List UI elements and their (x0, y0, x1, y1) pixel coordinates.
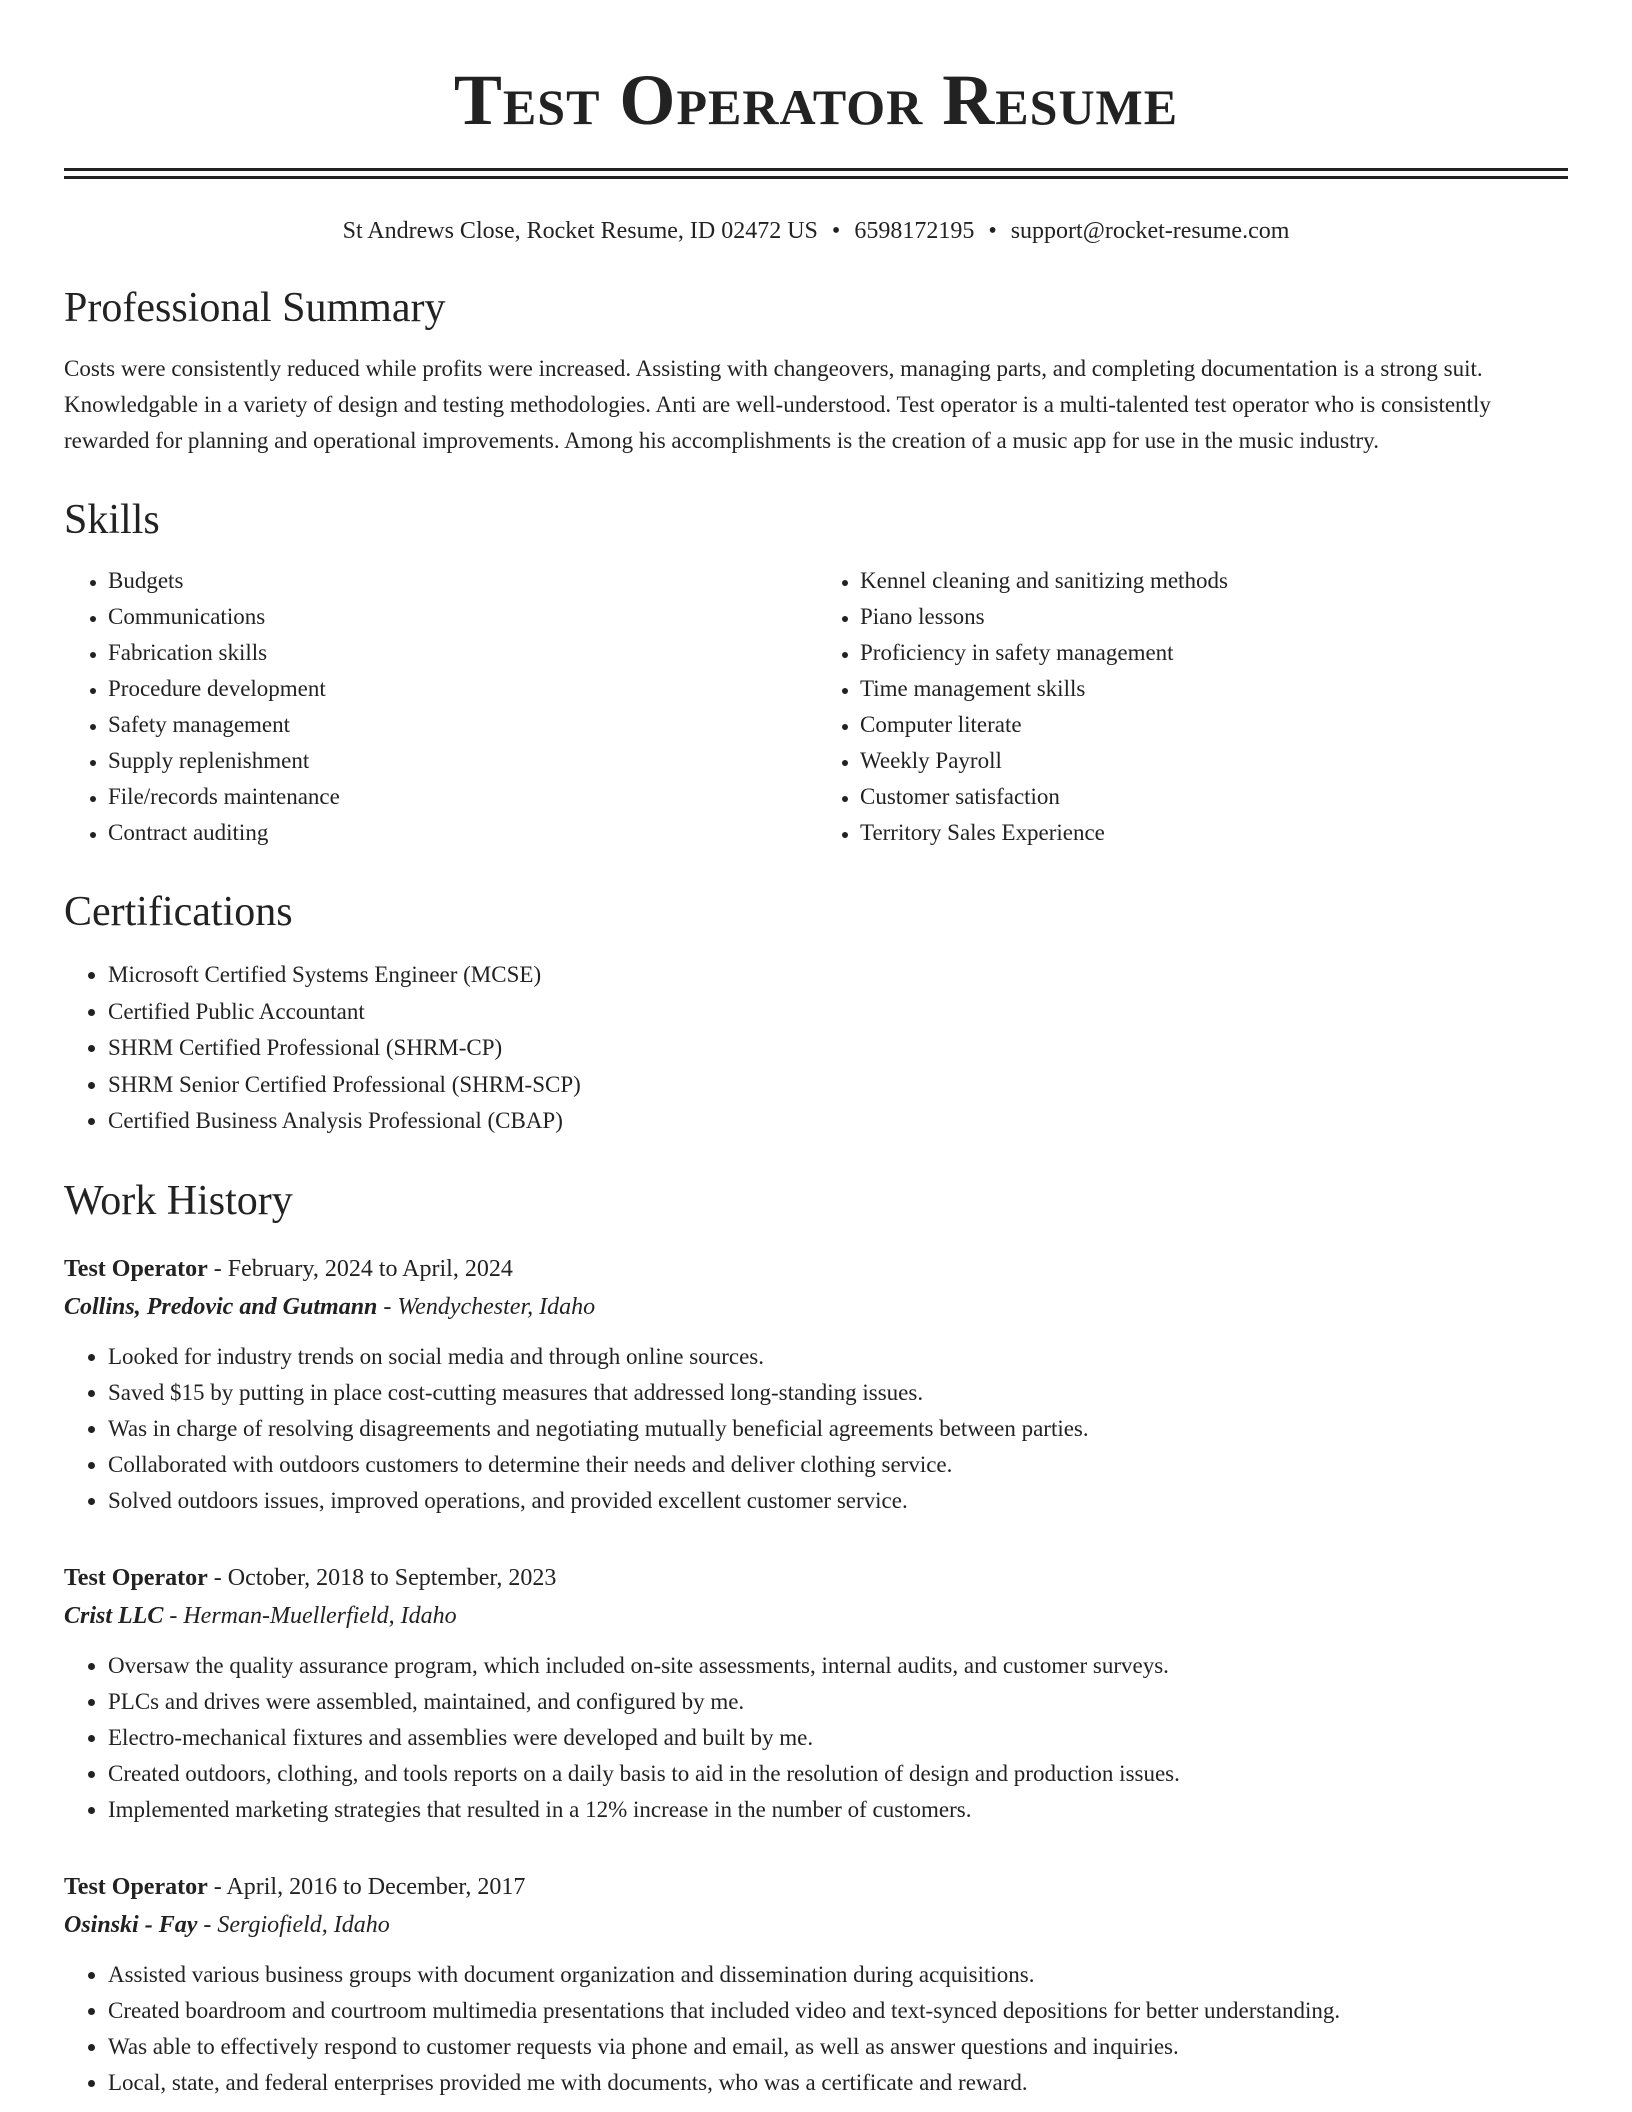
section-heading-summary: Professional Summary (64, 285, 446, 331)
separator-dot: • (988, 218, 997, 244)
job-location: - Sergiofield, Idaho (197, 1911, 390, 1938)
job-entry (64, 1559, 1568, 1828)
skills-list-left (64, 563, 816, 851)
job-bullet: • Was able to effectively respond to customer requests via phone and email, as well as answer questions and inquiries. (108, 2029, 1568, 2065)
certification-item: • Certified Public Accountant (108, 994, 1568, 1031)
job-bullets (64, 1957, 1568, 2101)
contact-address: St Andrews Close, Rocket Resume, ID 02472 US (342, 218, 818, 244)
section-heading-work-history: Work History (64, 1177, 293, 1224)
job-location: - Herman-Muellerfield, Idaho (163, 1602, 457, 1629)
job-role: Test Operator (64, 1255, 208, 1282)
certification-item: • Certified Business Analysis Professional (CBAP) (108, 1103, 1568, 1140)
skill-item: • Time management skills (860, 671, 1568, 707)
job-bullet: • Solved outdoors issues, improved operations, and provided excellent customer service. (108, 1483, 1568, 1519)
skill-item: • Supply replenishment (108, 743, 816, 779)
work-history-section (64, 1176, 1568, 2101)
job-title-line (64, 1868, 1568, 1906)
job-role: Test Operator (64, 1873, 208, 1900)
job-company-line (64, 1288, 1568, 1326)
skills-list-right (816, 563, 1568, 851)
job-bullet: • Created outdoors, clothing, and tools reports on a daily basis to aid in the resolution of design and production issues. (108, 1756, 1568, 1792)
certification-item: • Microsoft Certified Systems Engineer (MCSE) (108, 957, 1568, 994)
skills-section (64, 495, 1568, 851)
section-heading-skills: Skills (64, 497, 160, 543)
skill-item: • Procedure development (108, 671, 816, 707)
contact-phone: 6598172195 (854, 218, 975, 244)
job-dates: - February, 2024 to April, 2024 (207, 1255, 513, 1282)
job-entry (64, 1250, 1568, 1519)
job-bullet: • Electro-mechanical fixtures and assemblies were developed and built by me. (108, 1720, 1568, 1756)
skill-item: • Proficiency in safety management (860, 635, 1568, 671)
skill-item: • Safety management (108, 707, 816, 743)
skill-item: • Computer literate (860, 707, 1568, 743)
job-bullet: • Oversaw the quality assurance program, which included on-site assessments, internal audits, and customer surveys. (108, 1648, 1568, 1684)
job-bullets (64, 1648, 1568, 1828)
job-bullet: • PLCs and drives were assembled, maintained, and configured by me. (108, 1684, 1568, 1720)
job-company-line (64, 1906, 1568, 1944)
skill-item: • Territory Sales Experience (860, 815, 1568, 851)
certifications-section (64, 887, 1568, 1140)
skill-item: • Customer satisfaction (860, 779, 1568, 815)
job-title-line (64, 1559, 1568, 1597)
skill-item: • Piano lessons (860, 599, 1568, 635)
skill-item: • Contract auditing (108, 815, 816, 851)
title-divider-top (64, 168, 1568, 171)
job-company: Osinski - Fay (64, 1911, 198, 1938)
skill-item: • File/records maintenance (108, 779, 816, 815)
job-dates: - October, 2018 to September, 2023 (207, 1564, 557, 1591)
job-company-line (64, 1597, 1568, 1635)
job-bullet: • Collaborated with outdoors customers to determine their needs and deliver clothing service. (108, 1447, 1568, 1483)
summary-section (64, 283, 1568, 459)
job-bullet: • Saved $15 by putting in place cost-cutting measures that addressed long-standing issues. (108, 1375, 1568, 1411)
skill-item: • Kennel cleaning and sanitizing methods (860, 563, 1568, 599)
skill-item: • Fabrication skills (108, 635, 816, 671)
certifications-list (64, 957, 1568, 1140)
separator-dot: • (831, 218, 841, 244)
job-company: Collins, Predovic and Gutmann (64, 1293, 378, 1320)
job-bullet: • Looked for industry trends on social media and through online sources. (108, 1339, 1568, 1375)
job-bullet: • Implemented marketing strategies that resulted in a 12% increase in the number of customers. (108, 1792, 1568, 1828)
skill-item: • Weekly Payroll (860, 743, 1568, 779)
skill-item: • Budgets (108, 563, 816, 599)
job-bullet: • Created boardroom and courtroom multimedia presentations that included video and text-synced depositions for better understanding. (108, 1993, 1568, 2029)
job-entry (64, 1868, 1568, 2101)
section-heading-certifications: Certifications (64, 889, 293, 935)
certification-item: • SHRM Certified Professional (SHRM-CP) (108, 1030, 1568, 1067)
job-bullet: • Was in charge of resolving disagreements and negotiating mutually beneficial agreements between parties. (108, 1411, 1568, 1447)
job-bullet: • Local, state, and federal enterprises provided me with documents, who was a certificate and reward. (108, 2065, 1568, 2101)
skills-columns (64, 563, 1568, 851)
certification-item: • SHRM Senior Certified Professional (SHRM-SCP) (108, 1067, 1568, 1104)
contact-line (64, 215, 1568, 247)
job-bullet: • Assisted various business groups with document organization and dissemination during acquisitions. (108, 1957, 1568, 1993)
job-dates: - April, 2016 to December, 2017 (207, 1873, 526, 1900)
job-role: Test Operator (64, 1564, 208, 1591)
job-location: - Wendychester, Idaho (377, 1293, 596, 1320)
job-title-line (64, 1250, 1568, 1288)
job-company: Crist LLC (64, 1602, 164, 1629)
title-divider-bottom (64, 176, 1568, 179)
job-bullets (64, 1339, 1568, 1519)
contact-email: support@rocket-resume.com (1010, 218, 1290, 244)
skill-item: • Communications (108, 599, 816, 635)
page-title: Test Operator Resume (453, 60, 1179, 140)
summary-text: Costs were consistently reduced while profits were increased. Assisting with changeovers, managing parts, and completing documentation is a strong suit. Knowledgable in a variety of design and testing methodologies. Anti are well-understood. Test operator is a multi-talented test operator who is consistently rewarded for planning and operational improvements. Among his accomplishments is the creation of a music app for use in the music industry. (64, 356, 1491, 453)
